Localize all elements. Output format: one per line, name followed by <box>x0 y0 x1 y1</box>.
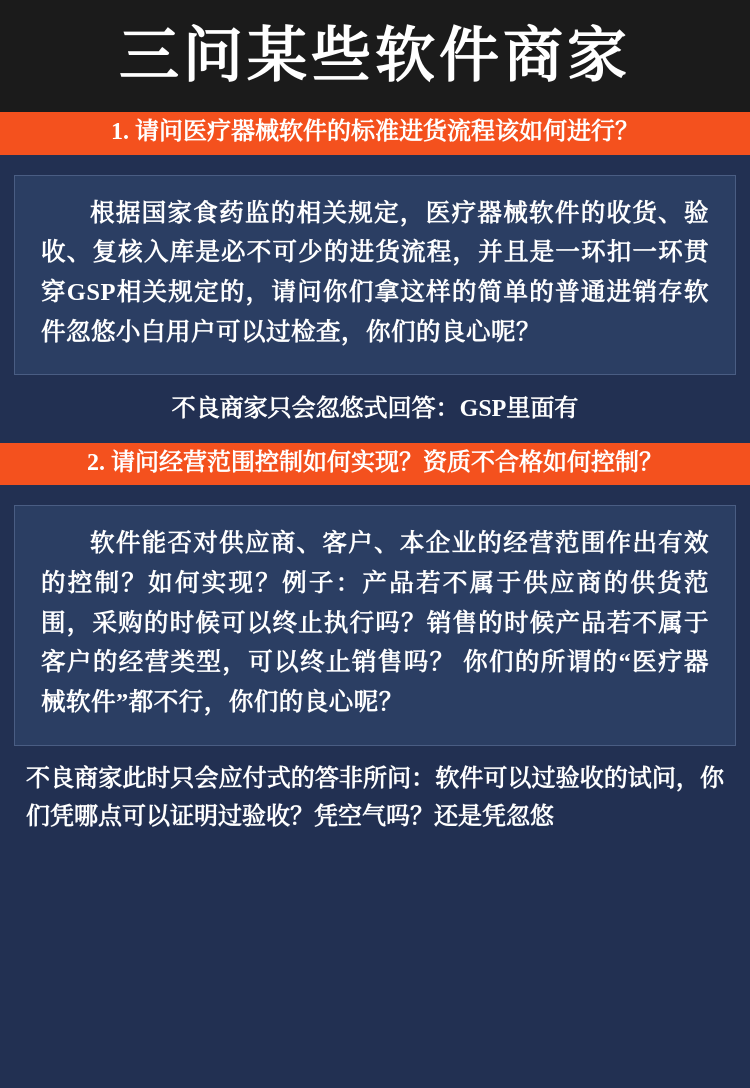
answer-panel-2 <box>14 505 736 745</box>
answer-body-2: 软件能否对供应商、客户、本企业的经营范围作出有效的控制？如何实现？例子：产品若不属于供应商的供货范围，采购的时候可以终止执行吗？销售的时候产品若不属于客户的经营类型，可以终止销售吗？ 你们的所谓的“医疗器械软件”都不行，你们的良心呢？ <box>41 530 709 716</box>
note-2: 不良商家此时只会应付式的答非所问：软件可以过验收的试问，你们凭哪点可以证明过验收？凭空气吗？还是凭忽悠 <box>0 746 750 847</box>
poster-header <box>0 0 750 112</box>
note-1: 不良商家只会忽悠式回答：GSP里面有 <box>0 375 750 442</box>
page-title: 三问某些软件商家 <box>119 23 631 89</box>
spacer-top-2 <box>0 485 750 505</box>
answer-panel-1 <box>14 175 736 376</box>
answer-panel-wrap-2 <box>0 505 750 745</box>
answer-panel-wrap-1 <box>0 175 750 376</box>
answer-body-1: 根据国家食药监的相关规定，医疗器械软件的收货、验收、复核入库是必不可少的进货流程，并且是一环扣一环贯穿GSP相关规定的，请问你们拿这样的简单的普通进销存软件忽悠小白用户可以过检查，你们的良心呢？ <box>41 199 709 346</box>
spacer-top-1 <box>0 155 750 175</box>
question-label-2: 2. 请问经营范围控制如何实现？资质不合格如何控制？ <box>87 449 663 476</box>
question-bar-1 <box>0 112 750 155</box>
question-label-1: 1. 请问医疗器械软件的标准进货流程该如何进行？ <box>111 119 639 145</box>
question-bar-2 <box>0 443 750 486</box>
